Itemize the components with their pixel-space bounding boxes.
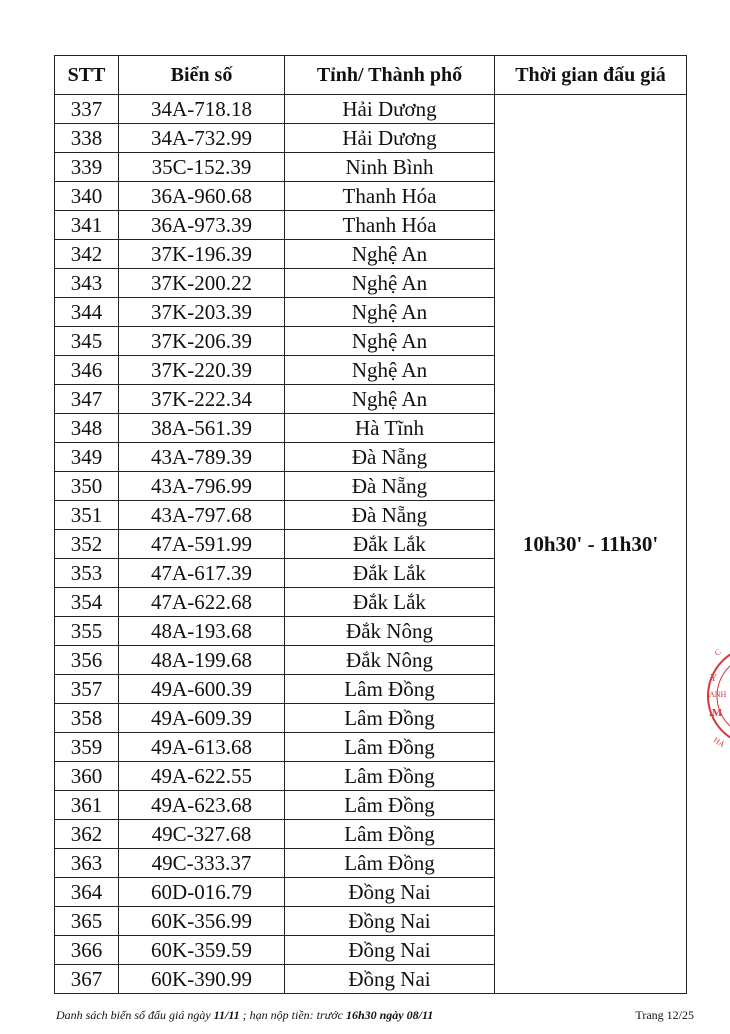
cell-plate-number: 60K-359.59 [119,936,285,965]
cell-stt: 340 [55,182,119,211]
cell-plate-number: 49A-609.39 [119,704,285,733]
cell-plate-number: 37K-220.39 [119,356,285,385]
cell-province: Đắk Lắk [285,559,495,588]
footer-prefix: Danh sách biển số đấu giá ngày [56,1008,214,1022]
cell-province: Lâm Đồng [285,820,495,849]
cell-stt: 358 [55,704,119,733]
cell-stt: 366 [55,936,119,965]
cell-stt: 352 [55,530,119,559]
cell-stt: 343 [55,269,119,298]
cell-stt: 353 [55,559,119,588]
svg-text:Y: Y [710,673,718,684]
cell-stt: 364 [55,878,119,907]
cell-province: Lâm Đồng [285,791,495,820]
cell-stt: 342 [55,240,119,269]
cell-plate-number: 34A-718.18 [119,95,285,124]
svg-text:ANH: ANH [709,690,727,699]
cell-province: Nghệ An [285,240,495,269]
cell-province: Thanh Hóa [285,211,495,240]
header-province-city: Tỉnh/ Thành phố [285,56,495,95]
auction-plate-table [54,55,687,994]
cell-plate-number: 37K-206.39 [119,327,285,356]
cell-stt: 356 [55,646,119,675]
cell-plate-number: 48A-193.68 [119,617,285,646]
cell-stt: 345 [55,327,119,356]
cell-province: Đắk Lắk [285,530,495,559]
cell-plate-number: 49A-613.68 [119,733,285,762]
cell-stt: 365 [55,907,119,936]
svg-text:.M: .M [709,707,723,719]
cell-stt: 350 [55,472,119,501]
cell-plate-number: 34A-732.99 [119,124,285,153]
cell-province: Lâm Đồng [285,733,495,762]
cell-plate-number: 60K-390.99 [119,965,285,994]
svg-text:C: C [712,647,723,658]
cell-province: Nghệ An [285,298,495,327]
cell-province: Lâm Đồng [285,849,495,878]
cell-stt: 349 [55,443,119,472]
cell-plate-number: 43A-796.99 [119,472,285,501]
cell-stt: 360 [55,762,119,791]
cell-plate-number: 36A-960.68 [119,182,285,211]
header-plate-number: Biển số [119,56,285,95]
table-header-row [55,56,687,95]
cell-province: Lâm Đồng [285,675,495,704]
footer-auction-date: 11/11 [213,1008,240,1022]
cell-province: Đà Nẵng [285,501,495,530]
cell-plate-number: 47A-591.99 [119,530,285,559]
table-body [55,95,687,994]
cell-stt: 341 [55,211,119,240]
cell-province: Ninh Bình [285,153,495,182]
cell-plate-number: 48A-199.68 [119,646,285,675]
cell-stt: 357 [55,675,119,704]
cell-province: Lâm Đồng [285,704,495,733]
svg-text:HÀ: HÀ [711,735,727,750]
cell-stt: 367 [55,965,119,994]
cell-province: Hải Dương [285,95,495,124]
cell-province: Đồng Nai [285,907,495,936]
cell-plate-number: 49A-622.55 [119,762,285,791]
footer-note [56,1008,433,1023]
cell-stt: 348 [55,414,119,443]
cell-plate-number: 49C-327.68 [119,820,285,849]
cell-stt: 344 [55,298,119,327]
cell-province: Đồng Nai [285,878,495,907]
cell-auction-time: 10h30' - 11h30' [495,95,687,994]
cell-stt: 347 [55,385,119,414]
cell-province: Nghệ An [285,327,495,356]
cell-stt: 363 [55,849,119,878]
cell-province: Đắk Lắk [285,588,495,617]
cell-province: Đồng Nai [285,936,495,965]
cell-province: Đắk Nông [285,617,495,646]
cell-plate-number: 49A-623.68 [119,791,285,820]
cell-province: Hải Dương [285,124,495,153]
cell-plate-number: 60K-356.99 [119,907,285,936]
cell-stt: 354 [55,588,119,617]
cell-plate-number: 36A-973.39 [119,211,285,240]
cell-province: Thanh Hóa [285,182,495,211]
cell-stt: 346 [55,356,119,385]
cell-stt: 337 [55,95,119,124]
cell-province: Nghệ An [285,385,495,414]
cell-plate-number: 37K-200.22 [119,269,285,298]
cell-plate-number: 60D-016.79 [119,878,285,907]
cell-province: Hà Tĩnh [285,414,495,443]
cell-plate-number: 35C-152.39 [119,153,285,182]
cell-stt: 338 [55,124,119,153]
cell-stt: 362 [55,820,119,849]
cell-stt: 351 [55,501,119,530]
cell-stt: 359 [55,733,119,762]
cell-stt: 361 [55,791,119,820]
cell-province: Đắk Nông [285,646,495,675]
header-auction-time: Thời gian đấu giá [495,56,687,95]
cell-plate-number: 49C-333.37 [119,849,285,878]
cell-plate-number: 37K-196.39 [119,240,285,269]
cell-plate-number: 43A-789.39 [119,443,285,472]
cell-province: Đồng Nai [285,965,495,994]
header-stt: STT [55,56,119,95]
cell-stt: 339 [55,153,119,182]
cell-plate-number: 47A-617.39 [119,559,285,588]
red-stamp-icon [700,633,730,759]
cell-province: Lâm Đồng [285,762,495,791]
footer-middle: ; hạn nộp tiền: trước [239,1008,346,1022]
footer-deadline: 16h30 ngày 08/11 [345,1008,434,1022]
cell-plate-number: 47A-622.68 [119,588,285,617]
cell-province: Nghệ An [285,356,495,385]
table-row [55,95,687,124]
cell-plate-number: 43A-797.68 [119,501,285,530]
cell-province: Đà Nẵng [285,443,495,472]
cell-plate-number: 37K-203.39 [119,298,285,327]
cell-province: Nghệ An [285,269,495,298]
cell-plate-number: 38A-561.39 [119,414,285,443]
cell-plate-number: 37K-222.34 [119,385,285,414]
cell-plate-number: 49A-600.39 [119,675,285,704]
page-number: Trang 12/25 [635,1008,694,1022]
cell-province: Đà Nẵng [285,472,495,501]
cell-stt: 355 [55,617,119,646]
